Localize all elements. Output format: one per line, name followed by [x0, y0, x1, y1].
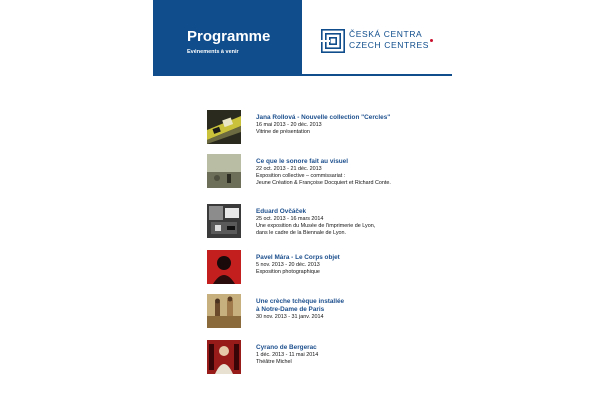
event-description: Exposition photographique	[256, 269, 320, 275]
event-title[interactable]: à Notre-Dame de Paris	[256, 306, 325, 313]
brand-dot-icon	[430, 39, 433, 42]
brand-line-czech: ČESKÁ CENTRA	[349, 29, 423, 39]
event-dates: 22 oct. 2013 - 21 déc. 2013	[256, 166, 322, 172]
brand-area	[302, 0, 452, 74]
event-description: Exposition collective – commissariat :	[256, 173, 346, 179]
brand-name	[349, 29, 429, 51]
event-dates: 30 nov. 2013 - 31 janv. 2014	[256, 314, 324, 320]
event-item[interactable]	[207, 110, 457, 150]
event-dates: 16 mai 2013 - 20 déc. 2013	[256, 122, 322, 128]
event-item[interactable]	[207, 294, 457, 334]
print-artwork-photo-thumbnail	[207, 204, 241, 238]
jewelry-photo-thumbnail	[207, 110, 241, 144]
event-dates: 5 nov. 2013 - 20 déc. 2013	[256, 262, 320, 268]
event-description: Vitrine de présentation	[256, 129, 310, 135]
header-divider	[153, 74, 452, 76]
red-figure-photo-thumbnail	[207, 250, 241, 284]
event-title[interactable]: Pavel Mára - Le Corps objet	[256, 254, 340, 261]
brand-line-english: CZECH CENTRES	[349, 40, 430, 50]
event-dates: 1 déc. 2013 - 11 mai 2014	[256, 352, 319, 358]
czech-centres-logo-icon	[321, 29, 345, 53]
event-description: dans le cadre de la Biennale de Lyon.	[256, 230, 347, 236]
header-banner	[153, 0, 302, 74]
exhibition-photo-thumbnail	[207, 154, 241, 188]
event-description: Théâtre Michel	[256, 359, 292, 365]
theatre-actor-photo-thumbnail	[207, 340, 241, 374]
event-title[interactable]: Cyrano de Bergerac	[256, 344, 317, 351]
event-item[interactable]	[207, 250, 457, 290]
event-description: Jeune Création & Françoise Docquiert et Richard Conte.	[256, 180, 391, 186]
event-item[interactable]	[207, 154, 457, 194]
page-title: Programme	[187, 28, 271, 45]
page-subtitle: Evénements à venir	[187, 49, 239, 55]
event-description: Une exposition du Musée de l'imprimerie de Lyon,	[256, 223, 376, 229]
event-title[interactable]: Jana Rollová - Nouvelle collection "Cercles"	[256, 114, 391, 121]
event-item[interactable]	[207, 340, 457, 380]
event-title[interactable]: Ce que le sonore fait au visuel	[256, 158, 348, 165]
event-title[interactable]: Une crèche tchèque installée	[256, 298, 345, 305]
nativity-scene-photo-thumbnail	[207, 294, 241, 328]
event-item[interactable]	[207, 204, 457, 244]
event-dates: 25 oct. 2013 - 16 mars 2014	[256, 216, 324, 222]
event-title[interactable]: Eduard Ovčáček	[256, 208, 307, 215]
